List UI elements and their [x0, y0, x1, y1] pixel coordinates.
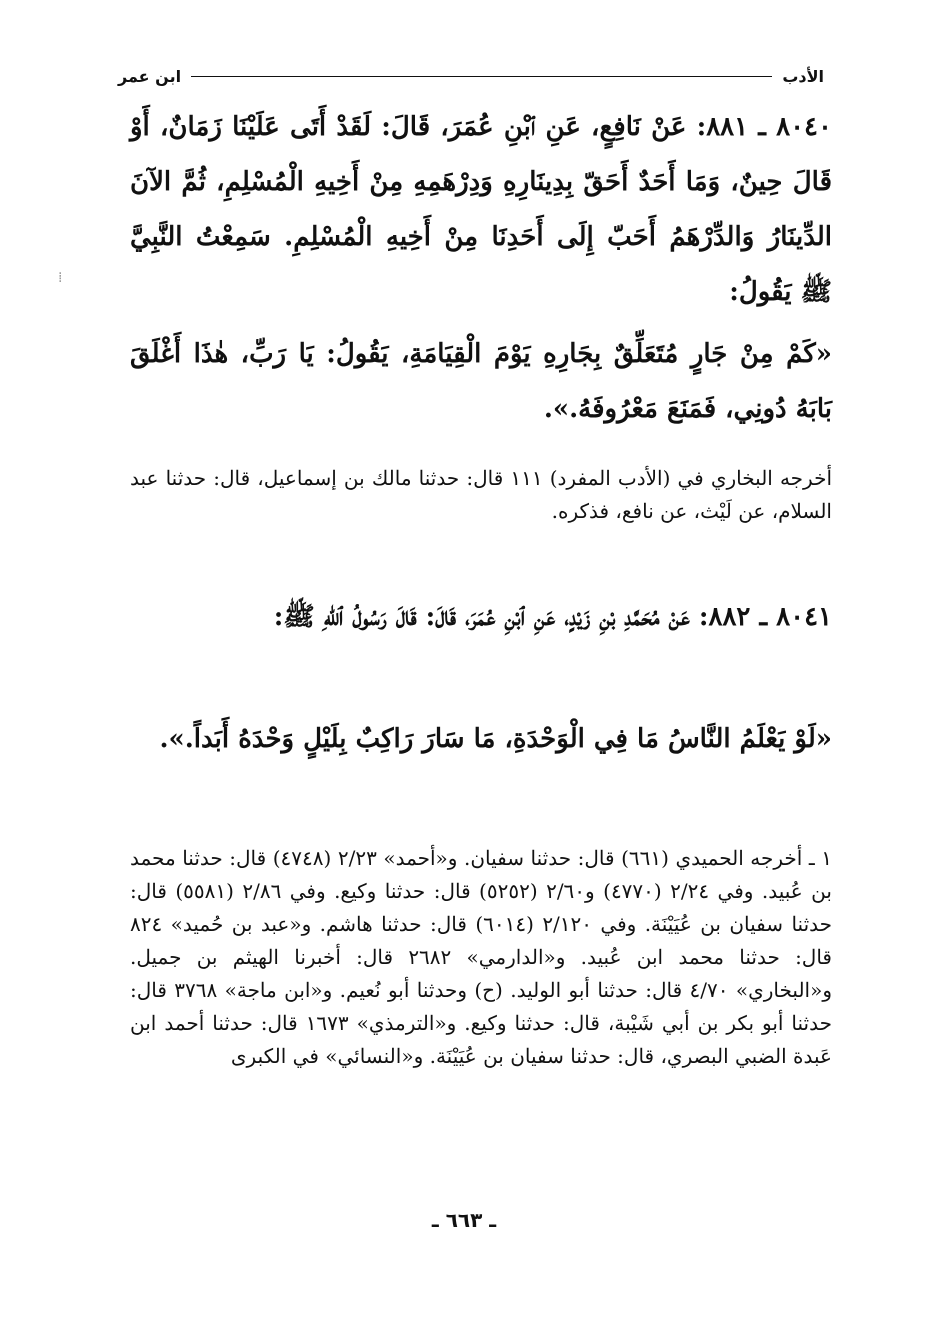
- margin-mark: ⁞: [58, 270, 63, 286]
- section-title: ابن عمر: [118, 66, 182, 86]
- hadith-881-quote: «كَمْ مِنْ جَارٍ مُتَعَلِّقٌ بِجَارِهِ يَوْمَ الْقِيَامَةِ، يَقُولُ: يَا رَبِّ، هٰذَا أَغْلَقَ بَابَهُ دُونِي، فَمَنَعَ مَعْرُوفَهُ.».: [130, 339, 832, 424]
- page-number: ـ ٦٦٣ ـ: [431, 1208, 497, 1232]
- hadith-882-takhrij: ١ ـ أخرجه الحميدي (٦٦١) قال: حدثنا سفيان. و«أحمد» ٢/٢٣ (٤٧٤٨) قال: حدثنا محمد بن عُبيد. وفي ٢/٢٤ (٤٧٧٠) و٢/٦٠ (٥٢٥٢) قال: حدثنا وكيع. وفي ٢/٨٦ (٥٥٨١) قال: حدثنا سفيان بن عُيَيْنَة. وفي ٢/١٢٠ (٦٠١٤) قال: حدثنا هاشم. و«عبد بن حُميد» ٨٢٤ قال: حدثنا محمد ابن عُبيد. و«الدارمي» ٢٦٨٢ قال: أخبرنا الهيثم بن جميل. و«البخاري» ٤/٧٠ قال: حدثنا أبو الوليد. (ح) وحدثنا أبو نُعيم. و«ابن ماجة» ٣٧٦٨ قال: حدثنا أبو بكر بن أبي شَيْبة، قال: حدثنا وكيع. و«الترمذي» ١٦٧٣ قال: حدثنا أحمد ابن عَبدة الضبي البصري، قال: حدثنا سفيان بن عُيَيْنَة. و«النسائي» في الكبرى: [130, 846, 833, 1068]
- hadith-881-text: ٨٠٤٠ ـ ٨٨١: عَنْ نَافِعٍ، عَنِ ٱبْنِ عُمَرَ، قَالَ: لَقَدْ أَتَى عَلَيْنَا زَمَانٌ، أَوْ قَالَ حِينٌ، وَمَا أَحَدٌ أَحَقّ بِدِينَارِهِ وَدِرْهَمِهِ مِنْ أَخِيهِ الْمُسْلِمِ، ثُمَّ الآنَ الدِّينَارُ وَالدِّرْهَمُ أَحَبّ إِلَى أَحَدِنَا مِنْ أَخِيهِ الْمُسْلِمِ. سَمِعْتُ النَّبِيَّ ﷺ يَقُولُ:: [130, 112, 832, 307]
- hadith-881-takhrij: أخرجه البخاري في (الأدب المفرد) ١١١ قال: حدثنا مالك بن إسماعيل، قال: حدثنا عبد السلام، عن لَيْث، عن نافع، فذكره.: [130, 466, 832, 523]
- hadith-882-text: ٨٠٤١ ـ ٨٨٢: عَنْ مُحَمَّدِ بْنِ زَيْدٍ، عَنِ ٱبْنِ عُمَرَ، قَالَ: قَالَ رَسُولُ ٱللّٰهِ ﷺ:: [273, 602, 832, 632]
- chapter-title: الأدب: [782, 66, 824, 86]
- hadith-882-quote: «لَوْ يَعْلَمُ النَّاسُ مَا فِي الْوَحْدَةِ، مَا سَارَ رَاكِبٌ بِلَيْلٍ وَحْدَهُ أَبَداً.».: [159, 724, 832, 754]
- running-header: [118, 62, 824, 90]
- header-rule: [191, 76, 772, 77]
